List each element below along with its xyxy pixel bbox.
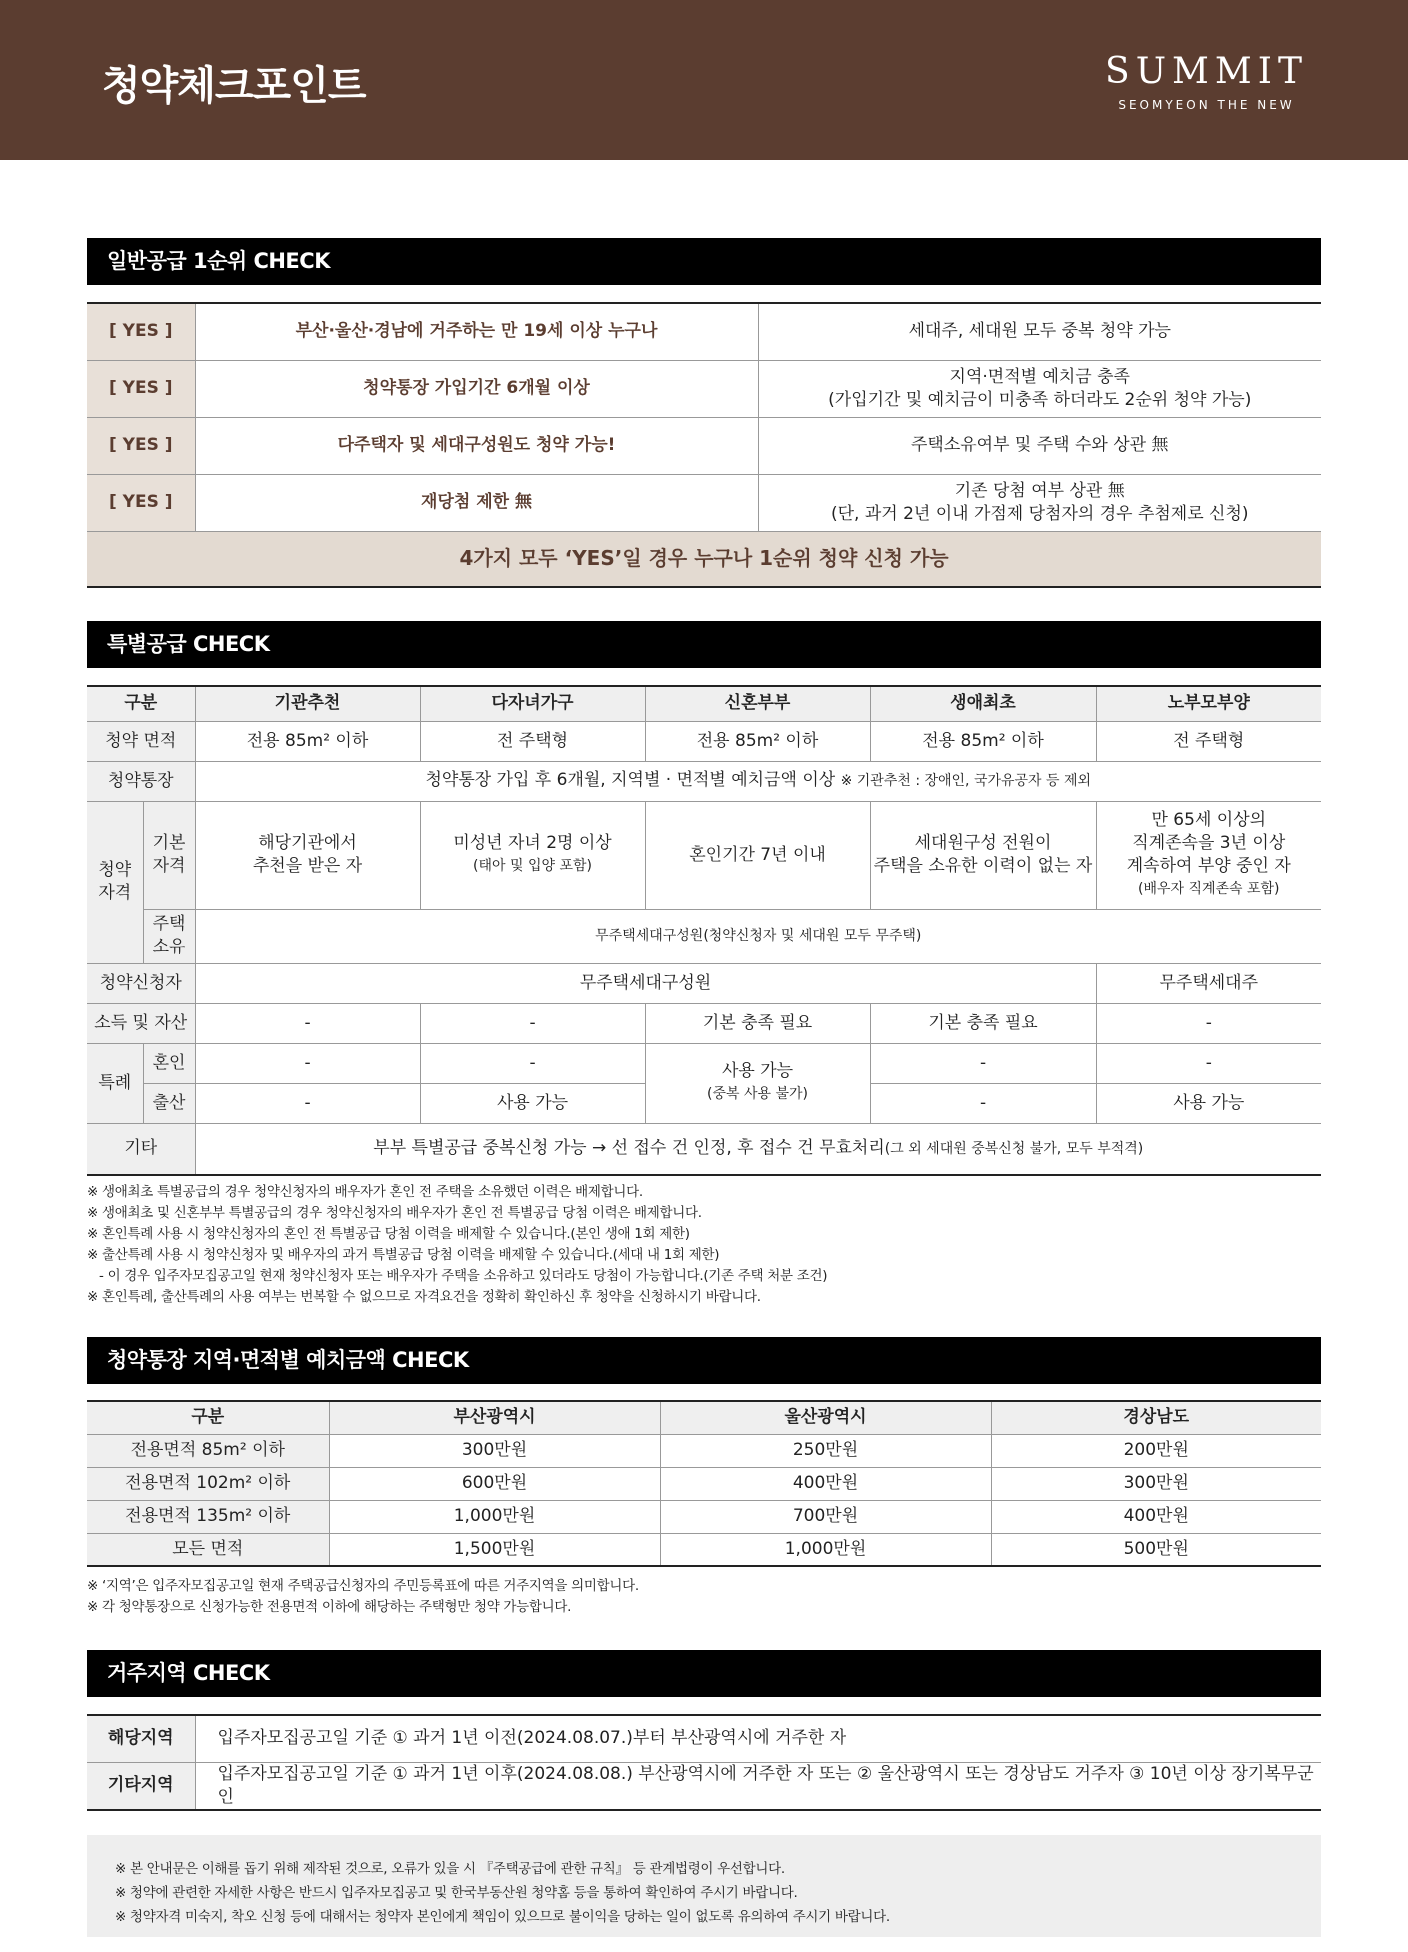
cell-line: 만 65세 이상의 (1151, 810, 1267, 830)
cell-line: (배우자 직계존속 포함) (1137, 881, 1280, 897)
table-cell: 1,000만원 (329, 1500, 660, 1533)
table-row (87, 963, 1321, 1003)
table-cell: - (195, 1083, 420, 1123)
table-cell: 혼인기간 7년 이내 (645, 801, 870, 909)
desc-cell (758, 474, 1321, 531)
account-text: 청약통장 가입 후 6개월, 지역별 · 면적별 예치금액 이상 (425, 770, 836, 790)
note-line: ※ 생애최초 특별공급의 경우 청약신청자의 배우자가 혼인 전 주택을 소유했던 이력은 배제합니다. (87, 1184, 643, 1200)
brand-main: SUMMIT (1105, 51, 1308, 92)
table-row (87, 1762, 1321, 1810)
header-cell: 부산광역시 (329, 1401, 660, 1434)
desc-line: 주택소유여부 및 주택 수와 상관 無 (910, 435, 1169, 455)
table-cell: 입주자모집공고일 기준 ① 과거 1년 이후(2024.08.08.) 부산광역시에 거주한 자 또는 ② 울산광역시 또는 경상남도 거주자 ③ 10년 이상 장기복무군인 (195, 1762, 1321, 1810)
table-row (87, 417, 1321, 474)
label-line: 자격 (152, 856, 186, 876)
table-row (87, 1043, 1321, 1083)
table-cell: - (420, 1043, 645, 1083)
cell-line: 미성년 자녀 2명 이상 (453, 833, 612, 853)
row-sublabel: 출산 (143, 1083, 195, 1123)
cell-line: 주택을 소유한 이력이 없는 자 (873, 856, 1093, 876)
residence-table (87, 1714, 1321, 1811)
row-label (87, 801, 143, 963)
etc-text: 부부 특별공급 중복신청 가능 → 선 접수 건 인정, 후 접수 건 무효처리 (373, 1137, 885, 1158)
table-cell: - (420, 1003, 645, 1043)
section-title-deposit: 청약통장 지역·면적별 예치금액 CHECK (87, 1337, 1321, 1384)
note-line: ※ 출산특례 사용 시 청약신청자 및 배우자의 과거 특별공급 당첨 이력을 배제할 수 있습니다.(세대 내 1회 제한) (87, 1247, 720, 1263)
row-label: 전용면적 85m² 이하 (87, 1434, 329, 1467)
label-line: 기본 (152, 833, 186, 853)
table-row (87, 531, 1321, 587)
header-cell: 구분 (87, 1401, 329, 1434)
cell-line: 계속하여 부양 중인 자 (1126, 856, 1291, 876)
cell-line: (중복 사용 불가) (707, 1086, 808, 1102)
note-line: ※ 본 안내문은 이해를 돕기 위해 제작된 것으로, 오류가 있을 시 『주택공급에 관한 규칙』 등 관계법령이 우선합니다. (115, 1861, 785, 1877)
page-title: 청약체크포인트 (102, 63, 366, 109)
desc-line: 기존 당첨 여부 상관 無 (954, 480, 1125, 501)
table-row (87, 303, 1321, 360)
header-cell: 구분 (87, 686, 195, 721)
note-line: ※ 각 청약통장으로 신청가능한 전용면적 이하에 해당하는 주택형만 청약 가능합니다. (87, 1599, 572, 1615)
desc-cell (758, 303, 1321, 360)
table-cell (645, 1043, 870, 1123)
table-row (87, 1467, 1321, 1500)
header-cell: 울산광역시 (660, 1401, 991, 1434)
footer-notes (87, 1835, 1321, 1937)
table-cell: 전용 85m² 이하 (645, 721, 870, 761)
table-cell (195, 1123, 1321, 1175)
brand-sub: SEOMYEON THE NEW (1118, 98, 1295, 112)
yes-tag: [ YES ] (87, 360, 195, 417)
row-label: 특례 (87, 1043, 143, 1123)
table-header-row (87, 1401, 1321, 1434)
desc-line: (가입기간 및 예치금이 미충족 하더라도 2순위 청약 가능) (828, 389, 1252, 410)
cell-line: 사용 가능 (721, 1061, 794, 1081)
cell-line: 해당기관에서 (258, 833, 357, 853)
table-cell (870, 801, 1096, 909)
note-line: ※ 혼인특례 사용 시 청약신청자의 혼인 전 특별공급 당첨 이력을 배제할 수 있습니다.(본인 생애 1회 제한) (87, 1226, 690, 1242)
table-cell: 무주택세대구성원 (195, 963, 1096, 1003)
table-cell: 250만원 (660, 1434, 991, 1467)
table-cell: 사용 가능 (1096, 1083, 1321, 1123)
row-label: 모든 면적 (87, 1533, 329, 1566)
row-label: 전용면적 135m² 이하 (87, 1500, 329, 1533)
header-cell: 생애최초 (870, 686, 1096, 721)
header-cell: 기관추천 (195, 686, 420, 721)
note-line: ※ 생애최초 및 신혼부부 특별공급의 경우 청약신청자의 배우자가 혼인 전 특별공급 당첨 이력은 배제합니다. (87, 1205, 702, 1221)
table-row (87, 474, 1321, 531)
row-label: 소득 및 자산 (87, 1003, 195, 1043)
desc-cell (758, 360, 1321, 417)
header-cell: 다자녀가구 (420, 686, 645, 721)
cell-line: (태아 및 입양 포함) (473, 858, 592, 874)
table-cell: 1,500만원 (329, 1533, 660, 1566)
label-line: 주택 (152, 914, 186, 934)
label-line: 자격 (98, 883, 132, 903)
table-cell: 무주택세대주 (1096, 963, 1321, 1003)
row-label: 기타 (87, 1123, 195, 1175)
cell-line: 추천을 받은 자 (252, 856, 363, 876)
yes-tag: [ YES ] (87, 417, 195, 474)
table-cell (1096, 801, 1321, 909)
yes-tag: [ YES ] (87, 303, 195, 360)
row-sublabel: 혼인 (143, 1043, 195, 1083)
table-cell: 1,000만원 (660, 1533, 991, 1566)
condition-cell: 다주택자 및 세대구성원도 청약 가능! (195, 417, 758, 474)
table-cell: 전 주택형 (1096, 721, 1321, 761)
cell-line: 세대원구성 전원이 (914, 833, 1052, 853)
row-label: 전용면적 102m² 이하 (87, 1467, 329, 1500)
table-row (87, 1715, 1321, 1762)
table-cell: - (1096, 1003, 1321, 1043)
special-notes (87, 1182, 827, 1308)
row-label: 청약통장 (87, 761, 195, 801)
section-title-special: 특별공급 CHECK (87, 621, 1321, 668)
table-cell: - (870, 1083, 1096, 1123)
section-title-general: 일반공급 1순위 CHECK (87, 238, 1321, 285)
desc-line: 세대주, 세대원 모두 중복 청약 가능 (908, 321, 1171, 342)
table-cell: - (195, 1003, 420, 1043)
yes-tag: [ YES ] (87, 474, 195, 531)
table-row (87, 721, 1321, 761)
deposit-table (87, 1400, 1321, 1567)
table-cell: 사용 가능 (420, 1083, 645, 1123)
table-cell: 300만원 (991, 1467, 1321, 1500)
table-cell: - (870, 1043, 1096, 1083)
table-cell (420, 801, 645, 909)
table-cell: 500만원 (991, 1533, 1321, 1566)
row-label: 해당지역 (87, 1715, 195, 1762)
condition-cell: 청약통장 가입기간 6개월 이상 (195, 360, 758, 417)
page-header (0, 0, 1408, 160)
header-cell: 노부모부양 (1096, 686, 1321, 721)
table-row (87, 909, 1321, 963)
label-line: 청약 (98, 860, 132, 880)
table-row (87, 761, 1321, 801)
table-cell: 전용 85m² 이하 (195, 721, 420, 761)
header-cell: 신혼부부 (645, 686, 870, 721)
note-line: - 이 경우 입주자모집공고일 현재 청약신청자 또는 배우자가 주택을 소유하고 있더라도 당첨이 가능합니다.(기존 주택 처분 조건) (99, 1268, 828, 1284)
note-line: ※ 청약에 관련한 자세한 사항은 반드시 입주자모집공고 및 한국부동산원 청약홈 등을 통하여 확인하여 주시기 바랍니다. (115, 1885, 798, 1901)
note-line: ※ 혼인특례, 출산특례의 사용 여부는 번복할 수 없으므로 자격요건을 정확히 확인하신 후 청약을 신청하시기 바랍니다. (87, 1289, 761, 1305)
desc-line: (단, 과거 2년 이내 가점제 당첨자의 경우 추첨제로 신청) (830, 503, 1249, 524)
summary-cell: 4가지 모두 ‘YES’일 경우 누구나 1순위 청약 신청 가능 (87, 531, 1321, 587)
row-label: 기타지역 (87, 1762, 195, 1810)
row-label: 청약신청자 (87, 963, 195, 1003)
table-cell: 400만원 (991, 1500, 1321, 1533)
table-cell: 기본 충족 필요 (645, 1003, 870, 1043)
etc-note: (그 외 세대원 중복신청 불가, 모두 부적격) (884, 1140, 1144, 1157)
table-cell: 700만원 (660, 1500, 991, 1533)
deposit-notes (87, 1576, 639, 1618)
account-note: ※ 기관추천 : 장애인, 국가유공자 등 제외 (840, 773, 1092, 789)
row-label: 청약 면적 (87, 721, 195, 761)
table-cell (195, 761, 1321, 801)
cell-line: 직계존속을 3년 이상 (1132, 833, 1286, 853)
table-cell: - (195, 1043, 420, 1083)
section-title-residence: 거주지역 CHECK (87, 1650, 1321, 1697)
table-row (87, 360, 1321, 417)
table-cell: 200만원 (991, 1434, 1321, 1467)
desc-cell (758, 417, 1321, 474)
desc-line: 지역·면적별 예치금 충족 (949, 366, 1130, 387)
condition-cell: 재당첨 제한 無 (195, 474, 758, 531)
general-supply-table (87, 302, 1321, 588)
table-row (87, 801, 1321, 909)
table-header-row (87, 686, 1321, 721)
condition-cell: 부산·울산·경남에 거주하는 만 19세 이상 누구나 (195, 303, 758, 360)
table-cell: 무주택세대구성원(청약신청자 및 세대원 모두 무주택) (195, 909, 1321, 963)
table-row (87, 1500, 1321, 1533)
table-cell (195, 801, 420, 909)
table-cell: 전용 85m² 이하 (870, 721, 1096, 761)
special-supply-table (87, 685, 1321, 1176)
row-sublabel (143, 801, 195, 909)
header-cell: 경상남도 (991, 1401, 1321, 1434)
table-cell: 전 주택형 (420, 721, 645, 761)
row-sublabel (143, 909, 195, 963)
table-row (87, 1003, 1321, 1043)
table-cell: 600만원 (329, 1467, 660, 1500)
table-cell: - (1096, 1043, 1321, 1083)
table-cell: 기본 충족 필요 (870, 1003, 1096, 1043)
table-cell: 300만원 (329, 1434, 660, 1467)
table-row (87, 1123, 1321, 1175)
note-line: ※ 청약자격 미숙지, 착오 신청 등에 대해서는 청약자 본인에게 책임이 있으므로 불이익을 당하는 일이 없도록 유의하여 주시기 바랍니다. (115, 1909, 890, 1925)
table-cell: 400만원 (660, 1467, 991, 1500)
table-row (87, 1434, 1321, 1467)
table-cell: 입주자모집공고일 기준 ① 과거 1년 이전(2024.08.07.)부터 부산광역시에 거주한 자 (195, 1715, 1321, 1762)
table-row (87, 1533, 1321, 1566)
label-line: 소유 (152, 937, 186, 957)
note-line: ※ ‘지역’은 입주자모집공고일 현재 주택공급신청자의 주민등록표에 따른 거주지역을 의미합니다. (87, 1578, 639, 1594)
brand-logo (1105, 52, 1308, 112)
